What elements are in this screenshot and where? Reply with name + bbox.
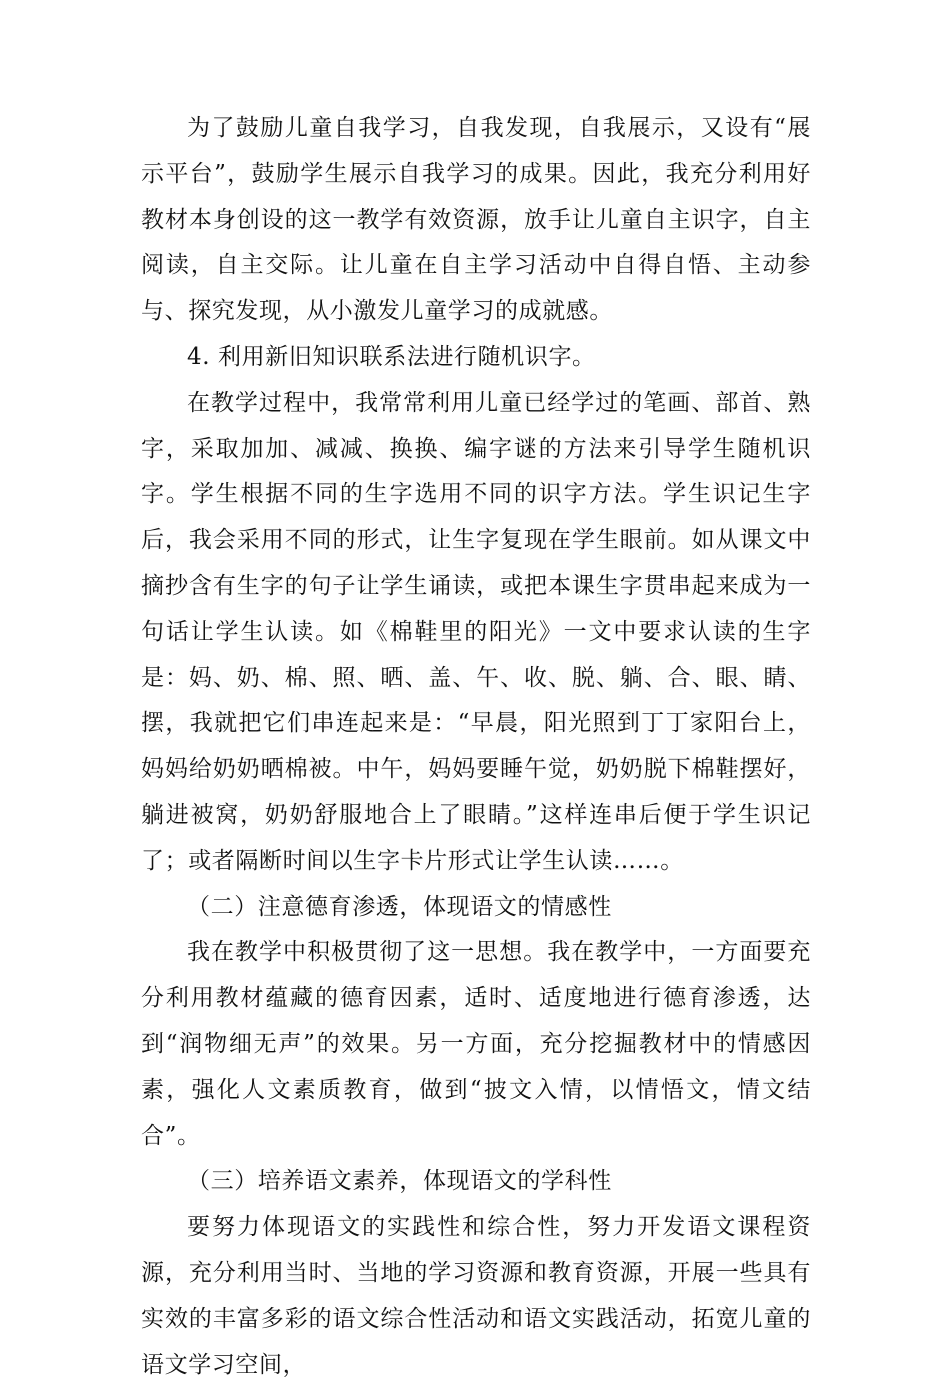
section-heading-4: 4. 利用新旧知识联系法进行随机识字。: [187, 343, 596, 370]
paragraph-literacy-practice: 要努力体现语文的实践性和综合性，努力开发语文课程资源，充分利用当时、当地的学习资源和教育资源，开展一些具有实效的丰富多彩的语文综合性活动和语文实践活动，拓宽儿童的语文学习空间，: [141, 1214, 811, 1378]
paragraph-random-literacy: 在教学过程中，我常常利用儿童已经学过的笔画、部首、熟字，采取加加、减减、换换、编字谜的方法来引导学生随机识字。学生根据不同的生字选用不同的识字方法。学生识记生字后，我会采用不同的形式，让生字复现在学生眼前。如从课文中摘抄含有生字的句子让学生诵读，或把本课生字贯串起来成为一句话让学生认读。如《棉鞋里的阳光》一文中要求认读的生字是：妈、奶、棉、照、晒、盖、午、收、脱、躺、合、眼、睛、摆，我就把它们串连起来是：“早晨，阳光照到丁丁家阳台上，妈妈给奶奶晒棉被。中午，妈妈要睡午觉，奶奶脱下棉鞋摆好，躺进被窝，奶奶舒服地合上了眼睛。”这样连串后便于学生识记了；或者隔断时间以生字卡片形式让学生认读……。: [141, 389, 811, 874]
document-body: [141, 106, 811, 1388]
section-heading-moral-education: （二）注意德育渗透，体现语文的情感性: [187, 893, 612, 920]
section-heading-literacy-quality: （三）培养语文素养，体现语文的学科性: [187, 1168, 612, 1195]
paragraph-self-learning: 为了鼓励儿童自我学习，自我发现，自我展示，又设有“展示平台”，鼓励学生展示自我学习的成果。因此，我充分利用好教材本身创设的这一教学有效资源，放手让儿童自主识字，自主阅读，自主交际。让儿童在自主学习活动中自得自悟、主动参与、探究发现，从小激发儿童学习的成就感。: [141, 115, 811, 325]
paragraph-moral-education: 我在教学中积极贯彻了这一思想。我在教学中，一方面要充分利用教材蕴藏的德育因素，适时、适度地进行德育渗透，达到“润物细无声”的效果。另一方面，充分挖掘教材中的情感因素，强化人文素质教育，做到“披文入情，以情悟文，情文结合”。: [141, 939, 811, 1149]
